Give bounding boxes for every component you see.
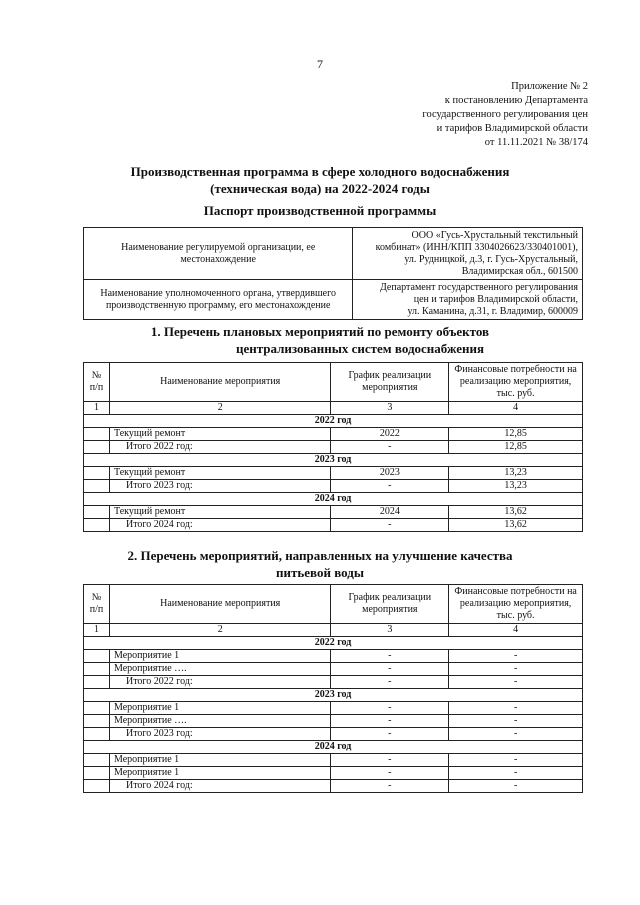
appendix-block (348, 80, 588, 150)
column-number: 1 (84, 402, 110, 415)
item-name: Мероприятие …. (109, 715, 330, 728)
header-cell: Финансовые потребности на реализацию мероприятия, тыс. руб. (449, 363, 583, 402)
header-cell: № п/п (84, 585, 110, 624)
table-header-row (84, 585, 583, 624)
document-title (0, 163, 640, 197)
header-cell: Наименование мероприятия (109, 585, 330, 624)
total-schedule: - (331, 519, 449, 532)
passport-row (84, 280, 583, 320)
item-schedule: 2023 (331, 467, 449, 480)
passport-value-line: цен и тарифов Владимирской области, (413, 293, 578, 305)
table-row (84, 715, 583, 728)
table-header-row (84, 363, 583, 402)
total-schedule: - (331, 441, 449, 454)
section-title-line: централизованных систем водоснабжения (235, 341, 485, 356)
year-row (84, 454, 583, 467)
appendix-line: государственного регулирования цен (422, 109, 588, 120)
passport-label: Наименование регулируемой организации, ее местонахождение (84, 228, 353, 280)
table-row (84, 754, 583, 767)
item-finance: 12,85 (449, 428, 583, 441)
total-schedule: - (331, 676, 449, 689)
year-row (84, 689, 583, 702)
total-schedule: - (331, 480, 449, 493)
appendix-line: от 11.11.2021 № 38/174 (484, 137, 588, 148)
table-row (84, 780, 583, 793)
item-finance: - (449, 715, 583, 728)
table-row (84, 480, 583, 493)
table-row (84, 428, 583, 441)
item-name: Мероприятие 1 (109, 754, 330, 767)
total-label: Итого 2022 год: (109, 441, 330, 454)
section-title-line: 1. Перечень плановых мероприятий по ремонту объектов (150, 324, 490, 339)
total-label: Итого 2023 год: (109, 480, 330, 493)
passport-value (353, 228, 583, 280)
section2-table (83, 584, 583, 793)
column-number: 3 (331, 624, 449, 637)
column-number: 2 (109, 402, 330, 415)
section-title-line: 2. Перечень мероприятий, направленных на улучшение качества (127, 548, 513, 563)
header-cell: № п/п (84, 363, 110, 402)
year-row (84, 637, 583, 650)
passport-value-line: Владимирская обл., 601500 (461, 265, 578, 277)
section1-title (0, 323, 640, 357)
item-name: Мероприятие 1 (109, 767, 330, 780)
header-cell: Финансовые потребности на реализацию мероприятия, тыс. руб. (449, 585, 583, 624)
table-row (84, 441, 583, 454)
total-label: Итого 2023 год: (109, 728, 330, 741)
year-label: 2022 год (84, 637, 583, 650)
item-finance: - (449, 754, 583, 767)
passport-value (353, 280, 583, 320)
passport-value-line: Департамент государственного регулирования (379, 281, 578, 293)
passport-value-line: ул. Каманина, д.31, г. Владимир, 600009 (407, 305, 578, 317)
total-label: Итого 2022 год: (109, 676, 330, 689)
header-cell: График реализации мероприятия (331, 585, 449, 624)
section1-table (83, 362, 583, 532)
item-name: Текущий ремонт (109, 506, 330, 519)
item-schedule: - (331, 767, 449, 780)
item-schedule: - (331, 702, 449, 715)
table-row (84, 728, 583, 741)
title-line: Производственная программа в сфере холодного водоснабжения (130, 164, 510, 179)
total-schedule: - (331, 728, 449, 741)
header-cell: Наименование мероприятия (109, 363, 330, 402)
table-row (84, 676, 583, 689)
section-title-line: питьевой воды (276, 565, 364, 580)
table-row (84, 650, 583, 663)
passport-value-line: комбинат» (ИНН/КПП 3304026623/330401001), (375, 241, 578, 253)
item-finance: - (449, 663, 583, 676)
year-label: 2023 год (84, 689, 583, 702)
item-name: Мероприятие 1 (109, 650, 330, 663)
appendix-line: и тарифов Владимирской области (436, 123, 588, 134)
table-row (84, 702, 583, 715)
table-row (84, 519, 583, 532)
column-number: 2 (109, 624, 330, 637)
year-label: 2022 год (84, 415, 583, 428)
table-row (84, 467, 583, 480)
title-line: (техническая вода) на 2022-2024 годы (210, 181, 430, 196)
year-label: 2024 год (84, 741, 583, 754)
column-number: 3 (331, 402, 449, 415)
header-cell: График реализации мероприятия (331, 363, 449, 402)
passport-title: Паспорт производственной программы (203, 203, 437, 218)
total-label: Итого 2024 год: (109, 780, 330, 793)
year-row (84, 493, 583, 506)
item-name: Мероприятие 1 (109, 702, 330, 715)
total-finance: - (449, 676, 583, 689)
passport-value-line: ООО «Гусь-Хрустальный текстильный (411, 229, 578, 241)
item-schedule: - (331, 715, 449, 728)
total-label: Итого 2024 год: (109, 519, 330, 532)
total-finance: 13,23 (449, 480, 583, 493)
item-finance: 13,23 (449, 467, 583, 480)
item-name: Текущий ремонт (109, 467, 330, 480)
item-finance: - (449, 767, 583, 780)
item-schedule: - (331, 650, 449, 663)
year-label: 2023 год (84, 454, 583, 467)
item-schedule: - (331, 754, 449, 767)
item-finance: - (449, 650, 583, 663)
passport-value-line: ул. Рудницкой, д.3, г. Гусь-Хрустальный, (404, 253, 578, 265)
passport-row (84, 228, 583, 280)
item-schedule: 2024 (331, 506, 449, 519)
item-schedule: - (331, 663, 449, 676)
total-finance: - (449, 728, 583, 741)
column-number-row (84, 624, 583, 637)
total-schedule: - (331, 780, 449, 793)
appendix-line: к постановлению Департамента (444, 95, 588, 106)
passport-table (83, 227, 583, 320)
table-row (84, 663, 583, 676)
column-number-row (84, 402, 583, 415)
item-schedule: 2022 (331, 428, 449, 441)
column-number: 1 (84, 624, 110, 637)
item-name: Мероприятие …. (109, 663, 330, 676)
item-finance: - (449, 702, 583, 715)
appendix-line: Приложение № 2 (511, 81, 588, 92)
section2-title (0, 547, 640, 581)
table-row (84, 767, 583, 780)
passport-label: Наименование уполномоченного органа, утвердившего производственную программу, его местонахождение (84, 280, 353, 320)
year-row (84, 741, 583, 754)
item-name: Текущий ремонт (109, 428, 330, 441)
item-finance: 13,62 (449, 506, 583, 519)
year-label: 2024 год (84, 493, 583, 506)
page-number: 7 (317, 57, 323, 71)
column-number: 4 (449, 402, 583, 415)
column-number: 4 (449, 624, 583, 637)
total-finance: - (449, 780, 583, 793)
year-row (84, 415, 583, 428)
total-finance: 13,62 (449, 519, 583, 532)
table-row (84, 506, 583, 519)
total-finance: 12,85 (449, 441, 583, 454)
